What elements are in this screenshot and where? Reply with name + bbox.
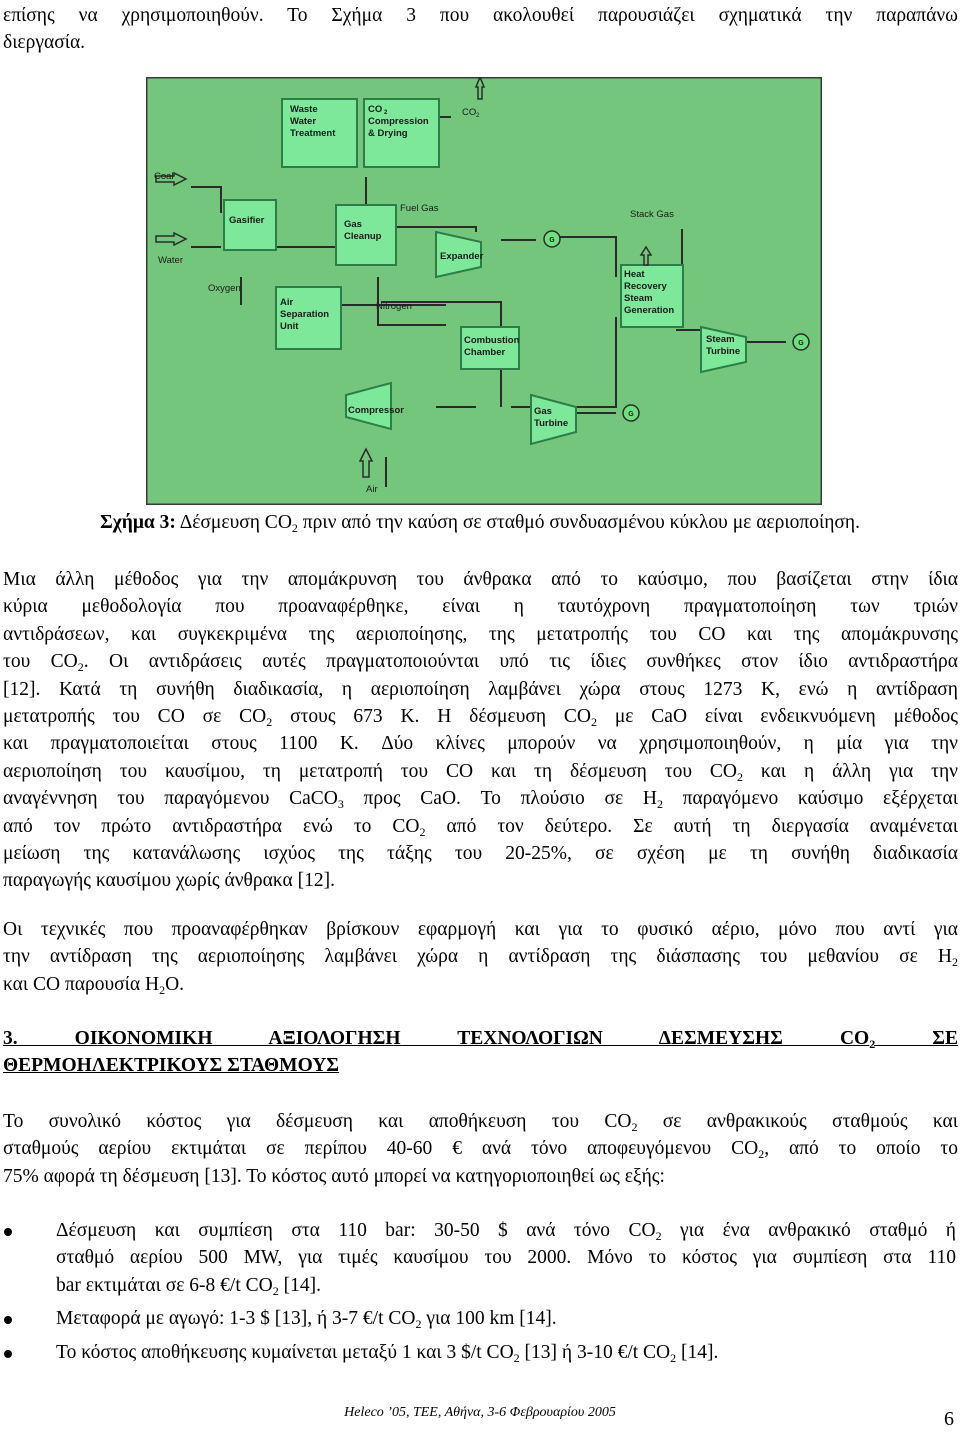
- asu-label: Air: [280, 297, 294, 308]
- list-item: [0, 1339, 956, 1366]
- text-span: [13] ή 3-10 €/t CO: [519, 1341, 671, 1363]
- gas-turbine-label: Turbine: [534, 418, 569, 429]
- text-span: με CaO είναι ενδεικνυόμενη μέθοδος: [596, 706, 958, 728]
- subscript: 2: [419, 824, 426, 839]
- heading-text: ΣΕ: [875, 1028, 958, 1049]
- co2-out-label: CO: [462, 107, 477, 118]
- text-line: [56, 1339, 956, 1366]
- text-line: αντιδράσεων, και συγκεκριμένα της αεριοποίησης, της μετατροπής του CO και της απομάκρυνσης: [3, 623, 958, 645]
- waste-water-label: Treatment: [290, 128, 336, 139]
- oxygen-label: Oxygen: [208, 283, 241, 294]
- text-span: [14].: [676, 1341, 719, 1363]
- water-label: Water: [158, 255, 183, 266]
- text-line: [56, 1305, 956, 1332]
- hrsg-label: Generation: [624, 305, 675, 316]
- text-line: Μια άλλη μέθοδος για την απομάκρυνση του άνθρακα από το καύσιμο, που βασίζεται στην ίδια: [3, 569, 958, 590]
- subscript: 2: [631, 1120, 638, 1134]
- text-line: [3, 1135, 958, 1162]
- bullet-icon: [4, 1316, 12, 1324]
- subscript: 2: [513, 1350, 520, 1365]
- subscript: 2: [266, 715, 273, 730]
- generator-label: G: [628, 411, 634, 418]
- text-line: [56, 1272, 956, 1299]
- subscript: 2: [758, 1147, 765, 1162]
- text-line: κύρια μεθοδολογία που προαναφέρθηκε, είναι η ταυτόχρονη πραγματοποίηση των τριών: [3, 596, 958, 618]
- paragraph: [3, 916, 958, 998]
- caption-text: πριν από την καύση σε σταθμό συνδυασμένου κύκλου με αεριοποίηση.: [297, 512, 860, 533]
- paragraph: [3, 566, 958, 895]
- list-item: [0, 1305, 956, 1332]
- text-span: O.: [165, 973, 185, 995]
- co2-comp-label: Compression: [368, 116, 429, 127]
- text-line: [3, 813, 958, 840]
- subscript: 2: [869, 1037, 876, 1051]
- generator-label: G: [549, 237, 555, 244]
- diagram-background: [146, 77, 822, 505]
- text-span: Δέσμευση και συμπίεση στα 110 bar: 30-50 $ ανά τόνο CO: [56, 1220, 656, 1241]
- text-span: παραγόμενο καύσιμο εξέρχεται: [662, 788, 958, 810]
- text-line: διεργασία.: [3, 32, 86, 54]
- text-span: αεριοποίηση του καυσίμου, τη μετατροπή του CO και τη δέσμευση του CO: [3, 760, 738, 782]
- text-line: και πραγματοποιείται στους 1100 K. Δύο κλίνες μπορούν να χρησιμοποιηθούν, η μία για την: [3, 733, 958, 755]
- heading-text: 3. ΟΙΚΟΝΟΜΙΚΗ ΑΞΙΟΛΟΓΗΣΗ ΤΕΧΝΟΛΟΓΙΩΝ ΔΕΣΜΕΥΣΗΣ CO: [3, 1028, 870, 1049]
- page-footer: Heleco ’05, ΤΕΕ, Αθήνα, 3-6 Φεβρουαρίου 2005: [344, 1405, 616, 1420]
- subscript: 2: [952, 955, 958, 970]
- text-span: την αντίδραση της αεριοποίησης λαμβάνει χώρα η αντίδραση της διάσπασης του μεθανίου σε H: [3, 946, 952, 968]
- hrsg-label: Steam: [624, 293, 653, 304]
- gasifier-label: Gasifier: [229, 215, 265, 226]
- steam-turbine-label: Turbine: [706, 346, 741, 357]
- text-line: επίσης να χρησιμοποιηθούν. Το Σχήμα 3 που ακολουθεί παρουσιάζει σχηματικά την παραπάνω: [3, 5, 958, 26]
- expander-label: Expander: [440, 251, 484, 262]
- steam-turbine-label: Steam: [706, 334, 735, 345]
- subscript: 2: [670, 1350, 677, 1365]
- subscript: 2: [77, 660, 84, 675]
- text-span: . Οι αντιδράσεις αυτές πραγματοποιούνται υπό τις ίδιες συνθήκες στον ίδιο αντιδραστήρα: [83, 651, 958, 673]
- text-span: από τον δεύτερο. Σε αυτή τη διεργασία αναμένεται: [425, 815, 958, 837]
- subscript: 3: [337, 797, 344, 812]
- air-label: Air: [366, 484, 378, 495]
- bullet-icon: [4, 1350, 12, 1358]
- subscript: 2: [291, 521, 298, 535]
- figure-caption: [0, 509, 960, 536]
- process-diagram: [146, 77, 822, 505]
- heading-line: ΘΕΡΜΟΗΛΕΚΤΡΙΚΟΥΣ ΣΤΑΘΜΟΥΣ: [3, 1055, 340, 1077]
- intro-paragraph: [3, 2, 958, 57]
- subscript: 2: [655, 1229, 662, 1243]
- text-span: προς CaO. Το πλούσιο σε H: [343, 788, 657, 810]
- text-span: Το κόστος αποθήκευσης κυμαίνεται μεταξύ 1 και 3 $/t CO: [56, 1341, 514, 1363]
- text-line: [12]. Κατά τη συνήθη διαδικασία, η αεριοποίηση λαμβάνει χώρα στους 1273 K, ενώ η αντίδραση: [3, 678, 958, 700]
- text-span: αναγέννηση του παραγόμενου CaCO: [3, 788, 338, 810]
- section-heading: [3, 1025, 958, 1080]
- text-line: [3, 758, 958, 785]
- text-span: του CO: [3, 651, 78, 673]
- generator-label: G: [798, 340, 804, 347]
- text-line: 75% αφορά τη δέσμευση [13]. Το κόστος αυτό μπορεί να κατηγοριοποιηθεί ως εξής:: [3, 1165, 665, 1187]
- hrsg-label: Heat: [624, 269, 645, 280]
- gas-cleanup-label: Cleanup: [344, 231, 382, 242]
- waste-water-label: Waste: [290, 104, 318, 115]
- text-line: παραγωγής καυσίμου χωρίς άνθρακα [12].: [3, 870, 335, 892]
- caption-label: Σχήμα 3:: [100, 512, 176, 533]
- stack-gas-label: Stack Gas: [630, 209, 674, 220]
- subscript: 2: [272, 1283, 279, 1298]
- subscript: 2: [590, 715, 597, 730]
- text-line: μείωση της κατανάλωσης ισχύος της τάξης του 20-25%, σε σχέση με τη συνήθη διαδικασία: [3, 843, 958, 865]
- paragraph: [3, 1108, 958, 1190]
- text-span: bar εκτιμάται σε 6-8 €/t CO: [56, 1274, 273, 1296]
- co2-out-subscript: 2: [476, 113, 480, 119]
- text-span: σταθμούς αερίου εκτιμάται σε περίπου 40-60 € ανά τόνο αποφευγόμενου CO: [3, 1138, 759, 1160]
- page-number: 6: [944, 1408, 954, 1430]
- text-span: για ένα ανθρακικό σταθμό ή: [661, 1220, 956, 1241]
- igcc-capture-diagram: [146, 77, 822, 505]
- text-line: σταθμό αερίου 500 MW, για τιμές καυσίμου του 2000. Μόνο το κόστος για συμπίεση στα 110: [56, 1247, 956, 1269]
- co2-comp-label: & Drying: [368, 128, 408, 139]
- text-line: Οι τεχνικές που προαναφέρθηκαν βρίσκουν εφαρμογή και για το φυσικό αέριο, μόνο που αντί για: [3, 919, 958, 940]
- text-span: Το συνολικό κόστος για δέσμευση και αποθήκευση του CO: [3, 1111, 632, 1132]
- bullet-icon: [4, 1228, 12, 1236]
- subscript: 2: [737, 769, 744, 784]
- text-span: και CO παρουσία H: [3, 973, 160, 995]
- text-line: [3, 943, 958, 970]
- text-line: [3, 971, 958, 998]
- waste-water-label: Water: [290, 116, 317, 127]
- caption-text: Δέσμευση CO: [175, 512, 292, 533]
- gas-cleanup-label: Gas: [344, 219, 362, 230]
- fuel-gas-label: Fuel Gas: [400, 203, 439, 214]
- asu-label: Separation: [280, 309, 330, 320]
- combustion-label: Chamber: [464, 347, 506, 358]
- text-span: μετατροπής του CO σε CO: [3, 706, 267, 728]
- text-line: [3, 703, 958, 730]
- compressor-label: Compressor: [348, 405, 404, 416]
- text-line: [3, 1108, 958, 1135]
- text-span: [14].: [278, 1274, 321, 1296]
- co2-comp-subscript: 2: [384, 110, 388, 116]
- text-span: στους 673 K. Η δέσμευση CO: [272, 706, 591, 728]
- gas-turbine-label: Gas: [534, 406, 552, 417]
- text-line: [56, 1217, 956, 1244]
- subscript: 2: [656, 797, 663, 812]
- text-span: , από το οποίο το: [764, 1138, 958, 1160]
- asu-label: Unit: [280, 321, 299, 332]
- text-span: Μεταφορά με αγωγό: 1-3 $ [13], ή 3-7 €/t CO: [56, 1308, 416, 1330]
- text-span: από τον πρώτο αντιδραστήρα ενώ το CO: [3, 815, 420, 837]
- combustion-label: Combustion: [464, 335, 520, 346]
- subscript: 2: [159, 982, 166, 997]
- text-span: σε ανθρακικούς σταθμούς και: [637, 1111, 958, 1132]
- text-span: για 100 km [14].: [421, 1308, 557, 1330]
- list-item: [0, 1217, 956, 1299]
- hrsg-label: Recovery: [624, 281, 667, 292]
- heading-line: [3, 1025, 958, 1052]
- coal-label: Coal: [154, 171, 174, 182]
- cost-list: [0, 1217, 960, 1366]
- subscript: 2: [415, 1317, 422, 1332]
- co2-comp-label: CO: [368, 104, 383, 115]
- text-span: και η άλλη για την: [743, 760, 958, 782]
- text-line: [3, 785, 958, 812]
- nitrogen-label: Nitrogen: [376, 301, 412, 312]
- text-line: [3, 648, 958, 675]
